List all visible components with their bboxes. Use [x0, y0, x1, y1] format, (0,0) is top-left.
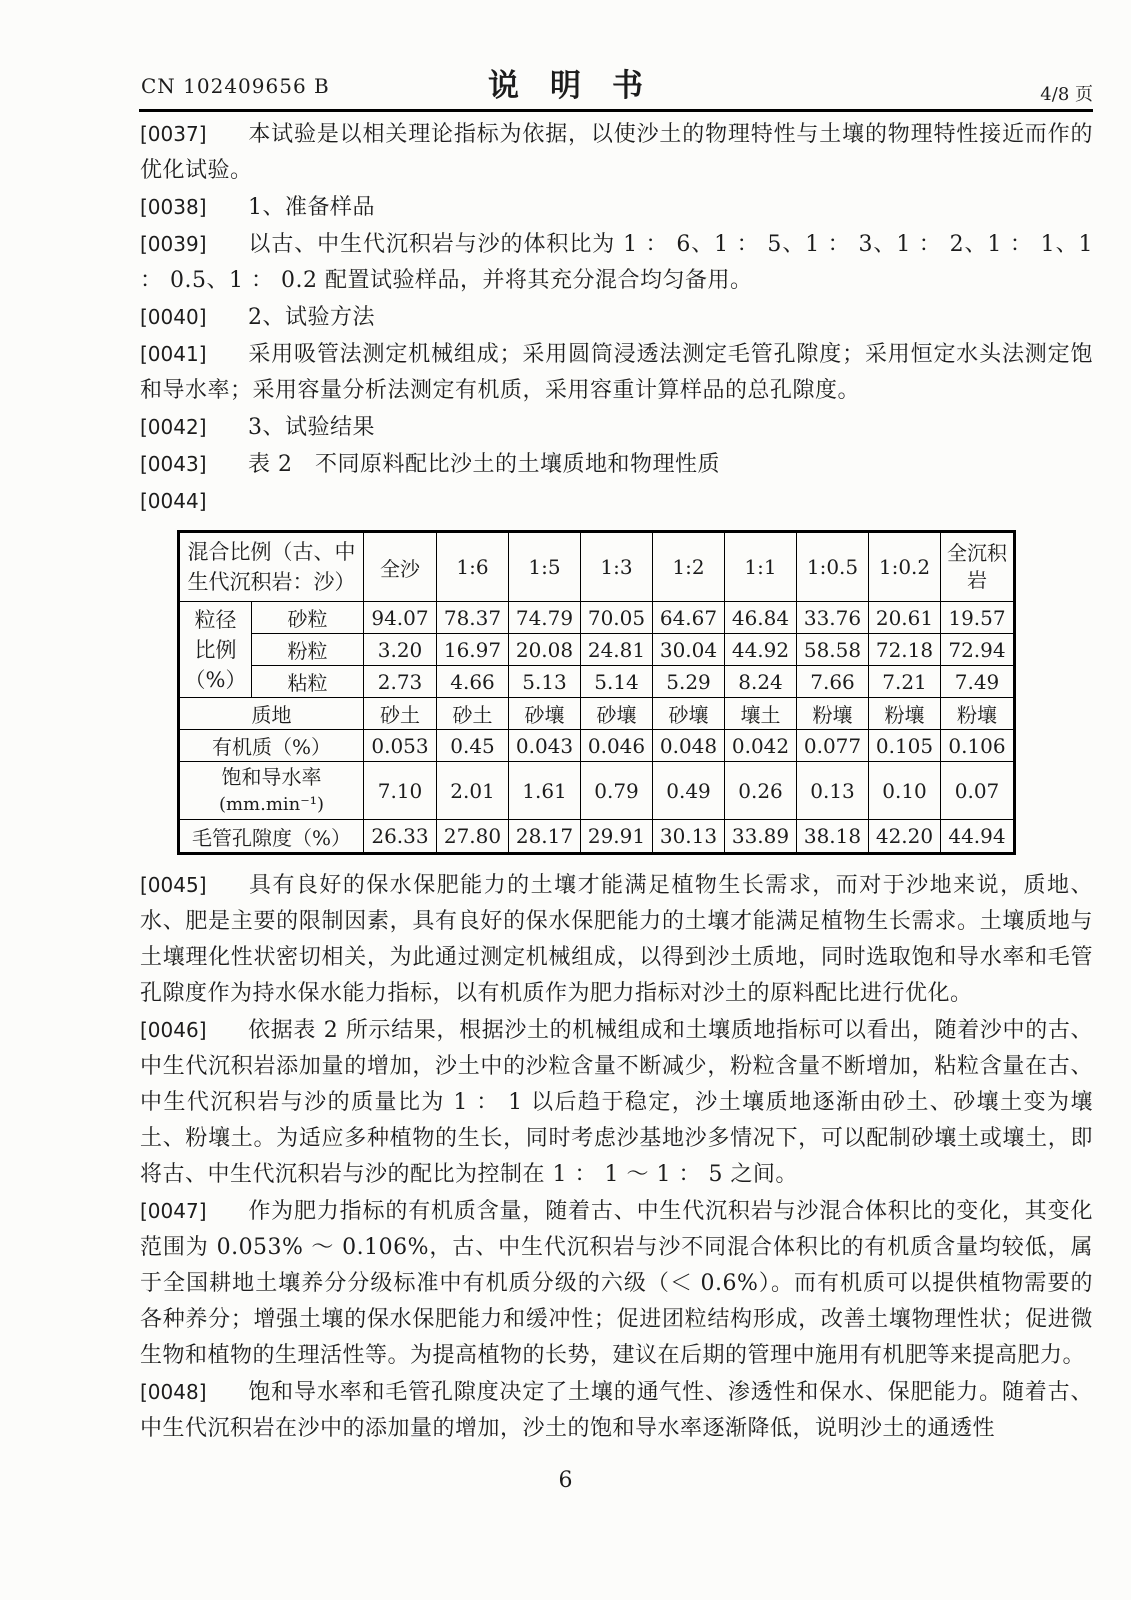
table-row-capillary [179, 820, 1015, 854]
page-content [140, 116, 1093, 1447]
paragraph-number: [0048] [140, 1380, 207, 1404]
row-label: 毛管孔隙度（%） [179, 820, 364, 854]
column-header: 全沙 [364, 532, 437, 602]
table-cell: 0.106 [941, 730, 1015, 762]
table-header-row [179, 532, 1015, 602]
table-2-container [177, 530, 1093, 855]
table-cell: 26.33 [364, 820, 437, 854]
table-cell: 78.37 [437, 602, 509, 634]
table-cell: 砂壤 [581, 698, 653, 730]
table-row-organic [179, 730, 1015, 762]
footer-page-number: 6 [558, 1468, 573, 1493]
table-cell: 27.80 [437, 820, 509, 854]
paragraph-number: [0041] [140, 342, 207, 366]
paragraph-0047 [140, 1193, 1093, 1374]
table-cell: 2.73 [364, 666, 437, 698]
paragraph-text: 1、准备样品 [248, 195, 375, 220]
group-label-line: （%） [184, 667, 247, 692]
paragraph-0044 [140, 483, 1093, 520]
column-header: 全沉积岩 [941, 532, 1015, 602]
table-cell: 砂壤 [509, 698, 581, 730]
table-cell: 0.042 [725, 730, 797, 762]
soil-properties-table [177, 530, 1016, 855]
table-cell: 24.81 [581, 634, 653, 666]
row-label: 粘粒 [252, 666, 364, 698]
table-row-sand [179, 602, 1015, 634]
table-cell: 7.66 [797, 666, 869, 698]
row-label: 砂粒 [252, 602, 364, 634]
table-cell: 0.043 [509, 730, 581, 762]
table-cell: 5.14 [581, 666, 653, 698]
table-row-conductivity [179, 762, 1015, 820]
table-row-texture [179, 698, 1015, 730]
table-cell: 5.13 [509, 666, 581, 698]
page-title: 说 明 书 [488, 68, 643, 104]
table-cell: 28.17 [509, 820, 581, 854]
paragraph-number: [0039] [140, 232, 207, 256]
paragraph-text: 以古、中生代沉积岩与沙的体积比为 1 ： 6、1 ： 5、1 ： 3、1 ： 2、1 ： 1、1 ： 0.5、1 ： 0.2 配置试验样品，并将其充分混合均匀备用。 [140, 232, 1093, 293]
group-label-line: 比例 [194, 637, 237, 662]
table-cell: 7.21 [869, 666, 941, 698]
paragraph-0042 [140, 409, 1093, 446]
table-cell: 0.105 [869, 730, 941, 762]
paragraph-text: 表 2 不同原料配比沙土的土壤质地和物理性质 [248, 452, 720, 477]
paragraph-0040 [140, 299, 1093, 336]
table-cell: 0.053 [364, 730, 437, 762]
table-cell: 7.10 [364, 762, 437, 820]
table-cell: 72.94 [941, 634, 1015, 666]
paragraph-0039 [140, 226, 1093, 299]
table-corner-label: 混合比例（古、中生代沉积岩：沙） [179, 532, 364, 602]
table-cell: 29.91 [581, 820, 653, 854]
table-cell: 0.07 [941, 762, 1015, 820]
paragraph-text: 2、试验方法 [248, 305, 375, 330]
table-cell: 42.20 [869, 820, 941, 854]
column-header: 1:2 [653, 532, 725, 602]
table-cell: 1.61 [509, 762, 581, 820]
page-indicator: 4/8 页 [1040, 84, 1093, 105]
document-number: CN 102409656 B [141, 74, 330, 98]
paragraph-text: 作为肥力指标的有机质含量，随着古、中生代沉积岩与沙混合体积比的变化，其变化范围为 0.053% ～ 0.106%，古、中生代沉积岩与沙不同混合体积比的有机质含量均较低，属于全国耕地土壤养分分级标准中有机质分级的六级（＜ 0.6%）。而有机质可以提供植物需要的各种养分；增强土壤的保水保肥能力和缓冲性；促进团粒结构形成，改善土壤物理性状；促进微生物和植物的生理活性等。为提高植物的长势，建议在后期的管理中施用有机肥等来提高肥力。 [140, 1199, 1093, 1368]
header-divider [139, 109, 1093, 112]
table-cell: 砂土 [364, 698, 437, 730]
table-cell: 44.92 [725, 634, 797, 666]
paragraph-text: 采用吸管法测定机械组成；采用圆筒浸透法测定毛管孔隙度；采用恒定水头法测定饱和导水率；采用容量分析法测定有机质，采用容重计算样品的总孔隙度。 [140, 342, 1093, 403]
table-cell: 0.077 [797, 730, 869, 762]
paragraph-number: [0042] [140, 415, 207, 439]
table-cell: 19.57 [941, 602, 1015, 634]
paragraph-text: 依据表 2 所示结果，根据沙土的机械组成和土壤质地指标可以看出，随着沙中的古、中生代沉积岩添加量的增加，沙土中的沙粒含量不断减少，粉粒含量不断增加，粘粒含量在古、中生代沉积岩与沙的质量比为 1 ： 1 以后趋于稳定，沙土壤质地逐渐由砂土、砂壤土变为壤土、粉壤土。为适应多种植物的生长，同时考虑沙基地沙多情况下，可以配制砂壤土或壤土，即将古、中生代沉积岩与沙的配比为控制在 1 ： 1 ～ 1 ： 5 之间。 [140, 1018, 1093, 1187]
column-header: 1:6 [437, 532, 509, 602]
table-cell: 16.97 [437, 634, 509, 666]
row-label: 粉粒 [252, 634, 364, 666]
paragraph-text: 饱和导水率和毛管孔隙度决定了土壤的通气性、渗透性和保水、保肥能力。随着古、中生代沉积岩在沙中的添加量的增加，沙土的饱和导水率逐渐降低，说明沙土的通透性 [140, 1380, 1093, 1441]
table-cell: 0.046 [581, 730, 653, 762]
table-cell: 0.26 [725, 762, 797, 820]
row-label-unit: (mm.min⁻¹) [218, 793, 325, 815]
paragraph-text: 3、试验结果 [248, 415, 375, 440]
group-label-line: 粒径 [194, 607, 237, 632]
paragraph-number: [0038] [140, 195, 207, 219]
paragraph-number: [0040] [140, 305, 207, 329]
row-label [179, 762, 364, 820]
paragraph-0043 [140, 446, 1093, 483]
table-cell: 0.49 [653, 762, 725, 820]
column-header: 1:0.2 [869, 532, 941, 602]
table-cell: 72.18 [869, 634, 941, 666]
table-cell: 70.05 [581, 602, 653, 634]
table-row-clay [179, 666, 1015, 698]
table-cell: 壤土 [725, 698, 797, 730]
table-cell: 94.07 [364, 602, 437, 634]
table-row-silt [179, 634, 1015, 666]
table-cell: 58.58 [797, 634, 869, 666]
paragraph-0046 [140, 1012, 1093, 1193]
table-cell: 44.94 [941, 820, 1015, 854]
paragraph-0045 [140, 867, 1093, 1012]
row-label: 质地 [179, 698, 364, 730]
paragraph-number: [0045] [140, 873, 207, 897]
table-cell: 4.66 [437, 666, 509, 698]
paragraph-0037 [140, 116, 1093, 189]
table-cell: 64.67 [653, 602, 725, 634]
table-cell: 20.61 [869, 602, 941, 634]
table-cell: 74.79 [509, 602, 581, 634]
paragraph-0038 [140, 189, 1093, 226]
paragraph-0041 [140, 336, 1093, 409]
table-cell: 3.20 [364, 634, 437, 666]
paragraph-number: [0043] [140, 452, 207, 476]
table-cell: 砂壤 [653, 698, 725, 730]
table-cell: 粉壤 [869, 698, 941, 730]
column-header: 1:5 [509, 532, 581, 602]
paragraph-text: 本试验是以相关理论指标为依据，以使沙土的物理特性与土壤的物理特性接近而作的优化试验。 [140, 122, 1093, 183]
table-cell: 0.10 [869, 762, 941, 820]
table-cell: 30.04 [653, 634, 725, 666]
table-cell: 46.84 [725, 602, 797, 634]
table-cell: 0.45 [437, 730, 509, 762]
paragraph-0048 [140, 1374, 1093, 1447]
table-cell: 0.048 [653, 730, 725, 762]
table-cell: 5.29 [653, 666, 725, 698]
column-header: 1:3 [581, 532, 653, 602]
table-cell: 0.13 [797, 762, 869, 820]
table-cell: 7.49 [941, 666, 1015, 698]
paragraph-text: 具有良好的保水保肥能力的土壤才能满足植物生长需求，而对于沙地来说，质地、水、肥是主要的限制因素，具有良好的保水保肥能力的土壤才能满足植物生长需求。土壤质地与土壤理化性状密切相关，为此通过测定机械组成，以得到沙土质地，同时选取饱和导水率和毛管孔隙度作为持水保水能力指标，以有机质作为肥力指标对沙土的原料配比进行优化。 [140, 873, 1093, 1006]
paragraph-number: [0047] [140, 1199, 207, 1223]
table-cell: 砂土 [437, 698, 509, 730]
table-cell: 20.08 [509, 634, 581, 666]
paragraph-number: [0044] [140, 489, 207, 513]
row-label: 有机质（%） [179, 730, 364, 762]
row-label-text: 饱和导水率 [221, 764, 322, 789]
table-cell: 粉壤 [941, 698, 1015, 730]
table-cell: 38.18 [797, 820, 869, 854]
paragraph-number: [0046] [140, 1018, 207, 1042]
table-cell: 2.01 [437, 762, 509, 820]
particle-ratio-group-label [179, 602, 252, 698]
table-cell: 8.24 [725, 666, 797, 698]
column-header: 1:1 [725, 532, 797, 602]
paragraph-number: [0037] [140, 122, 207, 146]
table-cell: 33.89 [725, 820, 797, 854]
table-cell: 粉壤 [797, 698, 869, 730]
column-header: 1:0.5 [797, 532, 869, 602]
table-cell: 30.13 [653, 820, 725, 854]
table-cell: 33.76 [797, 602, 869, 634]
table-cell: 0.79 [581, 762, 653, 820]
